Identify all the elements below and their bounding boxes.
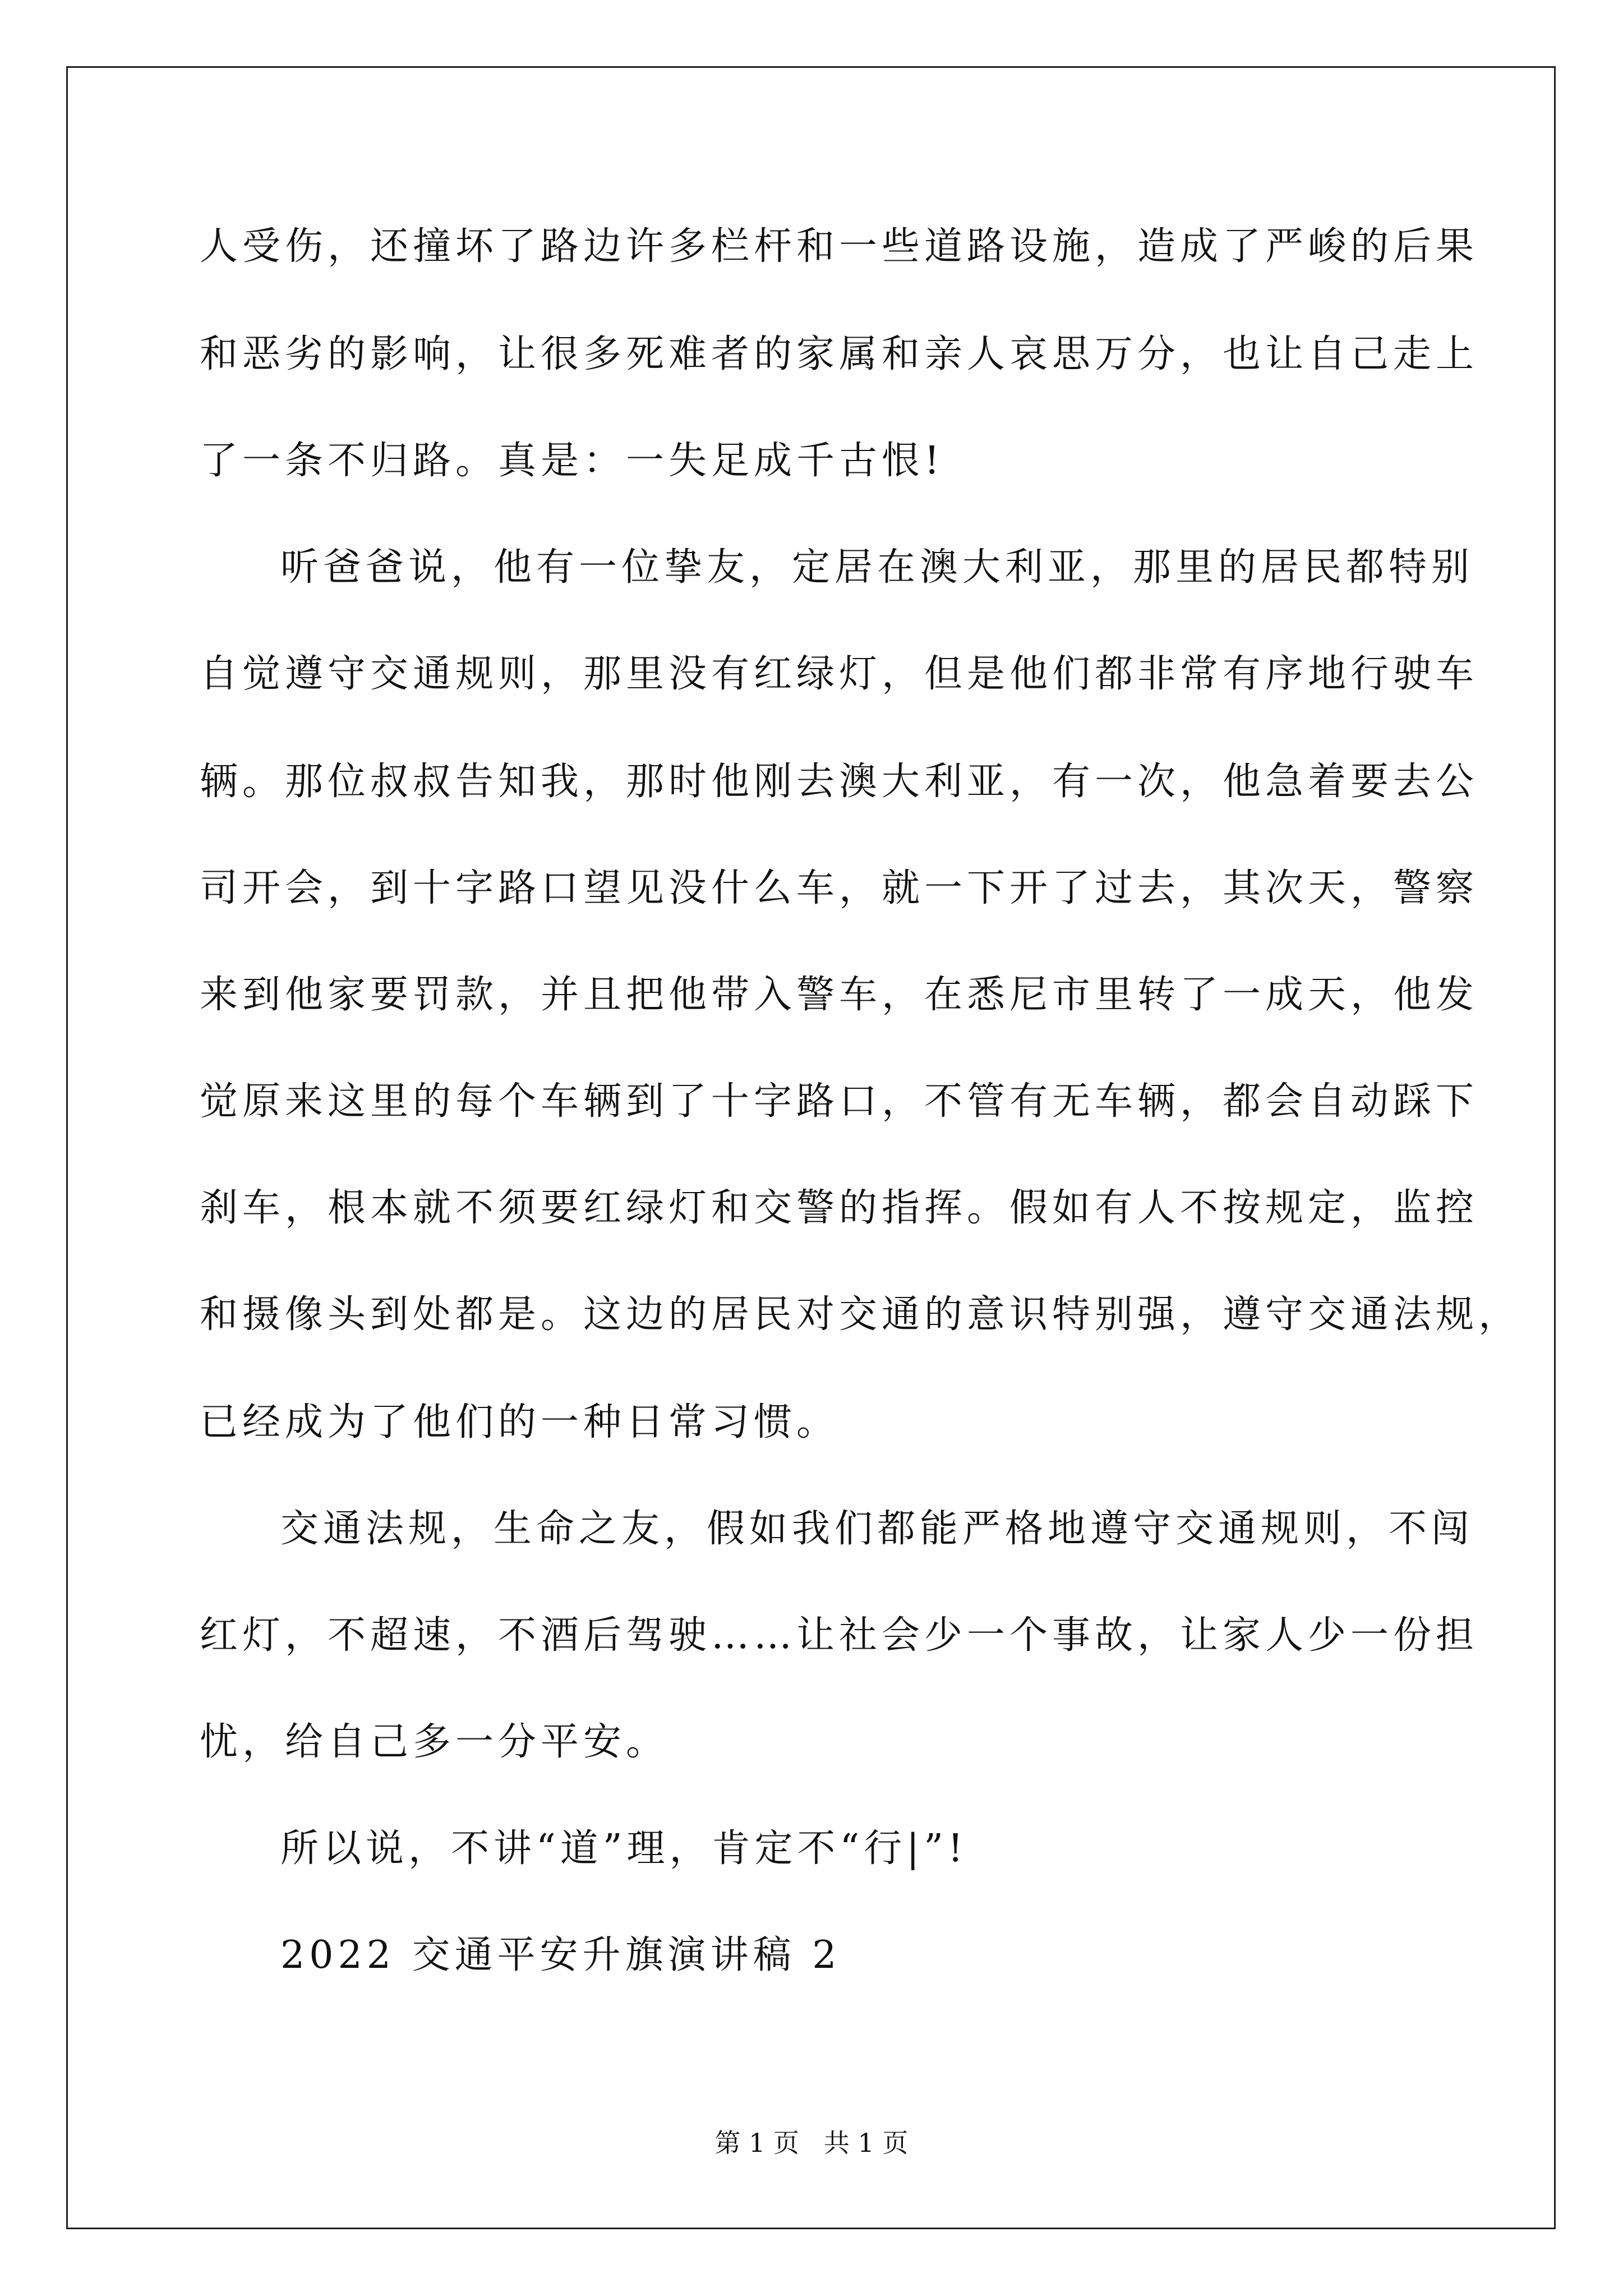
paragraph-line: 和摄像头到处都是。这边的居民对交通的意识特别强，遵守交通法规，: [200, 1292, 1521, 1337]
section-heading: 2022 交通平安升旗演讲稿 2: [280, 1933, 841, 1977]
paragraph-line: 司开会，到十字路口望见没什么车，就一下开了过去，其次天，警察: [200, 866, 1479, 910]
paragraph-line: 刹车，根本就不须要红绿灯和交警的指挥。假如有人不按规定，监控: [200, 1186, 1479, 1230]
paragraph-line: 红灯，不超速，不酒后驾驶……让社会少一个事故，让家人少一份担: [200, 1613, 1479, 1658]
page-number-footer: 第 1 页 共 1 页: [714, 2128, 909, 2158]
paragraph-line: 觉原来这里的每个车辆到了十字路口，不管有无车辆，都会自动踩下: [200, 1079, 1479, 1124]
page-border: [66, 66, 1556, 2229]
paragraph-line: 所以说，不讲“道”理，肯定不“行|”!: [280, 1826, 968, 1871]
paragraph-line: 了一条不归路。真是：一失足成千古恨!: [200, 439, 944, 483]
paragraph-line: 交通法规，生命之友，假如我们都能严格地遵守交通规则，不闯: [280, 1507, 1474, 1551]
paragraph-line: 忧，给自己多一分平安。: [200, 1720, 669, 1764]
paragraph-line: 和恶劣的影响，让很多死难者的家属和亲人哀思万分，也让自己走上: [200, 332, 1479, 376]
paragraph-line: 自觉遵守交通规则，那里没有红绿灯，但是他们都非常有序地行驶车: [200, 652, 1479, 696]
paragraph-line: 已经成为了他们的一种日常习惯。: [200, 1400, 840, 1444]
paragraph-line: 听爸爸说，他有一位挚友，定居在澳大利亚，那里的居民都特别: [280, 545, 1474, 590]
paragraph-line: 辆。那位叔叔告知我，那时他刚去澳大利亚，有一次，他急着要去公: [200, 760, 1479, 804]
paragraph-line: 人受伤，还撞坏了路边许多栏杆和一些道路设施，造成了严峻的后果: [200, 224, 1479, 269]
paragraph-line: 来到他家要罚款，并且把他带入警车，在悉尼市里转了一成天，他发: [200, 973, 1479, 1017]
